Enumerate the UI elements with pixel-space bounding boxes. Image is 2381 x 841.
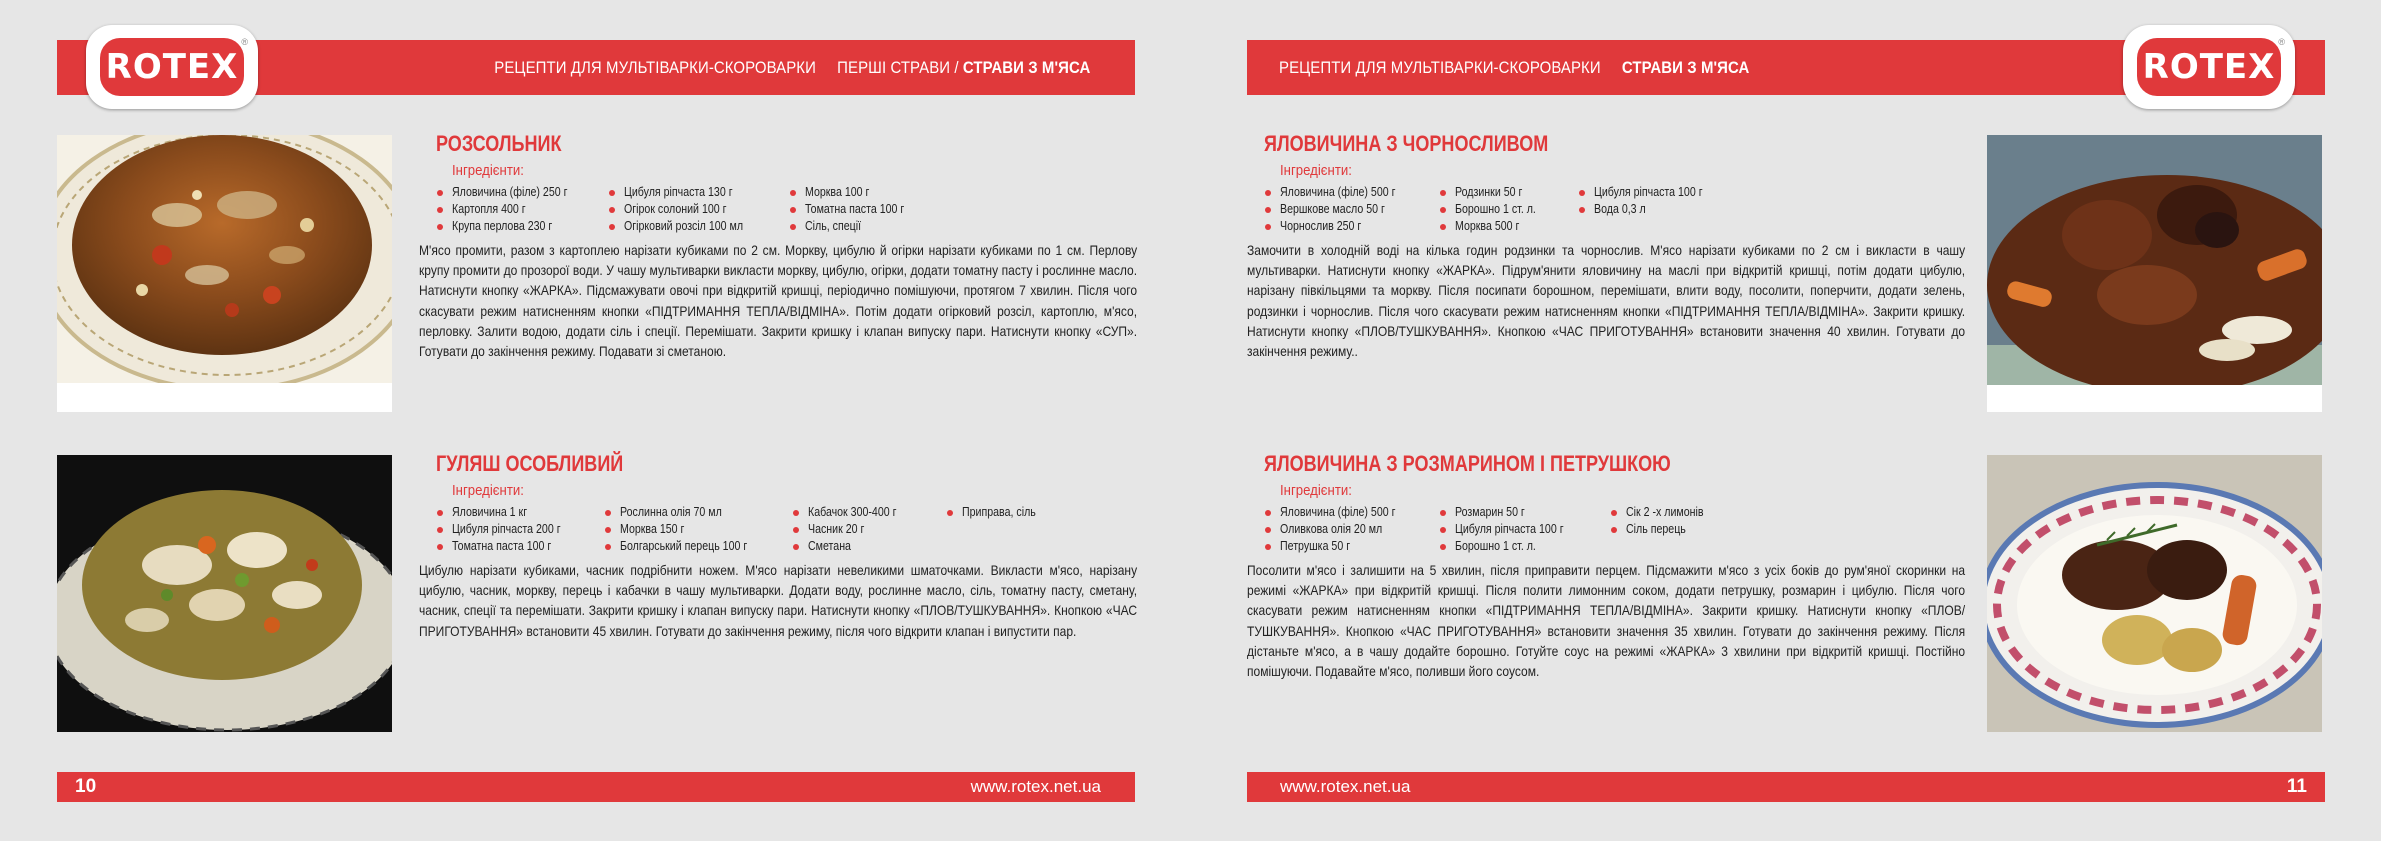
ingredient-item: Яловичина (філе) 500 г <box>1265 184 1440 201</box>
ingredient-item: Крупа перлова 230 г <box>437 218 609 235</box>
recipe-instructions: Цибулю нарізати кубиками, часник подрібнити ножем. М'ясо нарізати невеликими шматочками. Викласти м'ясо, нарізану цибулю, часник, моркву, перець і кабачки в чашу мультиварки. Додати воду, рослинне масло, сіль, томатну пасту, сметану, часник, спеції та перемішати. Закрити кришку і клапан випуску пари. Натиснути кнопку «ПЛОВ/ТУШКУВАННЯ». Кнопкою «ЧАС ПРИГОТУВАННЯ» встановити 45 хвилин. Готувати до закінчення режиму, після чого відкрити клапан і випустити пар. <box>419 562 1138 639</box>
photo-rassolnik <box>57 135 392 412</box>
recipe-title: РОЗСОЛЬНИК <box>436 131 562 156</box>
footer-bar <box>1247 772 2325 802</box>
ingredient-item: Яловичина (філе) 250 г <box>437 184 609 201</box>
ingredient-item: Цибуля ріпчаста 100 г <box>1579 184 1759 201</box>
website-link[interactable]: www.rotex.net.ua <box>1280 777 1411 796</box>
ingredient-item: Чорнослив 250 г <box>1265 218 1440 235</box>
breadcrumb-current: СТРАВИ З М'ЯСА <box>1621 57 1750 77</box>
ingredients-column <box>1611 504 1791 560</box>
ingredient-item: Морква 500 г <box>1440 218 1579 235</box>
recipe-instructions: Замочити в холодній воді на кілька годин родзинки та чорнослив. М'ясо нарізати кубиками по 2 см і викласти в чашу мультиварки. Натиснути кнопку «ЖАРКА». Підрум'янити яловичину на маслі при відкритій кришці, потім додати цибулю, нарізану півкільцями та моркву. Після посипати борошном, перемішати, влити воду, посолити, поперчити, додати зелень, родзинки і чорнослив. Після чого скасувати режим натисненням кнопки «ПІДТРИМАННЯ ТЕПЛА/ВІДМІНА». Закрити кришку. Натиснути кнопку «ПЛОВ/ТУШКУВАННЯ». Кнопкою «ЧАС ПРИГОТУВАННЯ» встановити значення 40 хвилин. Готувати до закінчення режиму.. <box>1247 242 1966 360</box>
ingredients-column <box>1440 504 1611 560</box>
ingredients-label: Інгредієнти: <box>452 482 524 499</box>
logo-text: ROTEX <box>2137 38 2281 96</box>
ingredient-item: Кабачок 300-400 г <box>793 504 947 521</box>
ingredient-item: Рослинна олія 70 мл <box>605 504 793 521</box>
logo-text: ROTEX <box>100 38 244 96</box>
rotex-logo <box>2123 25 2295 109</box>
ingredient-item: Вода 0,3 л <box>1579 201 1759 218</box>
ingredient-item: Яловичина (філе) 500 г <box>1265 504 1440 521</box>
recipe-instructions: Посолити м'ясо і залишити на 5 хвилин, після приправити перцем. Підсмажити м'ясо з усіх боків до рум'яної скоринки на режимі «ЖАРКА» при відкритій кришці. Після полити лимонним соком, додати петрушку, розмарин і цибулю. Після чого скасувати режим натисненням кнопки «ПІДТРИМАННЯ ТЕПЛА/ВІДМІНА». Закрити кришку. Натиснути кнопку «ПЛОВ/ТУШКУВАННЯ». Кнопкою «ЧАС ПРИГОТУВАННЯ» встановити значення 35 хвилин. Готувати до закінчення режиму. Після дістаньте м'ясо, а в чашу додайте борошно. Готуйте соус на режимі «ЖАРКА» 3 хвилини при відкритій кришці. Постійно помішуючи. Подавайте м'ясо, поливши його соусом. <box>1247 562 1966 680</box>
ingredient-item: Сметана <box>793 538 947 555</box>
ingredient-item: Сіль перець <box>1611 521 1791 538</box>
recipe-beef-rosemary <box>1247 448 1965 681</box>
ingredients-column <box>609 184 790 240</box>
recipe-beef-prunes <box>1247 128 1965 361</box>
registered-mark: ® <box>241 37 248 47</box>
left-page <box>0 0 1190 841</box>
ingredient-item: Часник 20 г <box>793 521 947 538</box>
photo-beef-rosemary <box>1987 455 2322 732</box>
ingredient-item: Борошно 1 ст. л. <box>1440 201 1579 218</box>
ingredient-item: Родзинки 50 г <box>1440 184 1579 201</box>
ingredient-item: Петрушка 50 г <box>1265 538 1440 555</box>
breadcrumb-current: СТРАВИ З М'ЯСА <box>962 57 1090 77</box>
ingredient-item: Огірок солоний 100 г <box>609 201 790 218</box>
ingredient-item: Борошно 1 ст. л. <box>1440 538 1611 555</box>
photo-beef-prunes <box>1987 135 2322 412</box>
ingredients-column <box>790 184 970 240</box>
ingredient-item: Томатна паста 100 г <box>790 201 970 218</box>
website-link[interactable]: www.rotex.net.ua <box>970 777 1101 796</box>
recipe-title: ЯЛОВИЧИНА З ЧОРНОСЛИВОМ <box>1264 131 1549 156</box>
page-number: 10 <box>75 776 97 797</box>
recipe-title: ЯЛОВИЧИНА З РОЗМАРИНОМ І ПЕТРУШКОЮ <box>1264 451 1671 476</box>
ingredient-item: Болгарський перець 100 г <box>605 538 793 555</box>
header-text <box>1279 58 1749 78</box>
ingredient-item: Яловичина 1 кг <box>437 504 605 521</box>
ingredient-item: Оливкова олія 20 мл <box>1265 521 1440 538</box>
ingredient-item: Цибуля ріпчаста 130 г <box>609 184 790 201</box>
ingredients-column <box>793 504 947 560</box>
page-number: 11 <box>2286 776 2307 797</box>
header-text <box>494 58 1090 78</box>
ingredients-column <box>437 504 605 560</box>
ingredient-item: Приправа, сіль <box>947 504 1097 521</box>
ingredients-column <box>437 184 609 240</box>
ingredient-item: Морква 100 г <box>790 184 970 201</box>
recipe-rassolnik <box>419 128 1137 361</box>
ingredient-item: Вершкове масло 50 г <box>1265 201 1440 218</box>
ingredient-item: Цибуля ріпчаста 100 г <box>1440 521 1611 538</box>
ingredients-column <box>947 504 1097 560</box>
recipe-instructions: М'ясо промити, разом з картоплею нарізати кубиками по 2 см. Моркву, цибулю й огірки нарізати кубиками по 1 см. Перлову крупу промити до прозорої води. У чашу мультиварки викласти моркву, цибулю, огірки, додати томатну пасту і рослинне масло. Натиснути кнопку «ЖАРКА». Підсмажувати овочі при відкритій кришці, періодично помішуючи, протягом 7 хвилин. Після чого скасувати режим натисненням кнопки «ПІДТРИМАННЯ ТЕПЛА/ВІДМІНА». Потім додати огірковий розсіл, картоплю, м'ясо, перловку. Залити водою, додати сіль і спеції. Перемішати. Закрити кришку і клапан випуску пари. Натиснути кнопку «СУП». Готувати до закінчення режиму. Подавати зі сметаною. <box>419 242 1138 360</box>
ingredients-column <box>1265 504 1440 560</box>
ingredient-item: Огірковий розсіл 100 мл <box>609 218 790 235</box>
header-section: РЕЦЕПТИ ДЛЯ МУЛЬТІВАРКИ-СКОРОВАРКИ <box>1279 57 1601 77</box>
ingredient-item: Сік 2 -х лимонів <box>1611 504 1791 521</box>
rotex-logo <box>86 25 258 109</box>
ingredients-list <box>437 504 1137 560</box>
ingredients-column <box>1579 184 1759 240</box>
breadcrumb-prefix: ПЕРШІ СТРАВИ / <box>836 57 963 77</box>
ingredients-column <box>1265 184 1440 240</box>
ingredients-column <box>605 504 793 560</box>
photo-goulash <box>57 455 392 732</box>
ingredients-list <box>1265 184 1965 240</box>
right-page <box>1190 0 2380 841</box>
recipe-title: ГУЛЯШ ОСОБЛИВИЙ <box>436 451 624 476</box>
ingredient-item: Цибуля ріпчаста 200 г <box>437 521 605 538</box>
ingredients-list <box>437 184 1137 240</box>
ingredients-label: Інгредієнти: <box>1280 162 1352 179</box>
ingredient-item: Картопля 400 г <box>437 201 609 218</box>
ingredient-item: Розмарин 50 г <box>1440 504 1611 521</box>
ingredients-label: Інгредієнти: <box>452 162 524 179</box>
ingredient-item: Сіль, спеції <box>790 218 970 235</box>
registered-mark: ® <box>2278 37 2285 47</box>
ingredients-label: Інгредієнти: <box>1280 482 1352 499</box>
footer-bar <box>57 772 1135 802</box>
recipe-goulash <box>419 448 1137 641</box>
ingredients-list <box>1265 504 1965 560</box>
ingredients-column <box>1440 184 1579 240</box>
ingredient-item: Морква 150 г <box>605 521 793 538</box>
ingredient-item: Томатна паста 100 г <box>437 538 605 555</box>
header-section: РЕЦЕПТИ ДЛЯ МУЛЬТІВАРКИ-СКОРОВАРКИ <box>493 57 816 77</box>
